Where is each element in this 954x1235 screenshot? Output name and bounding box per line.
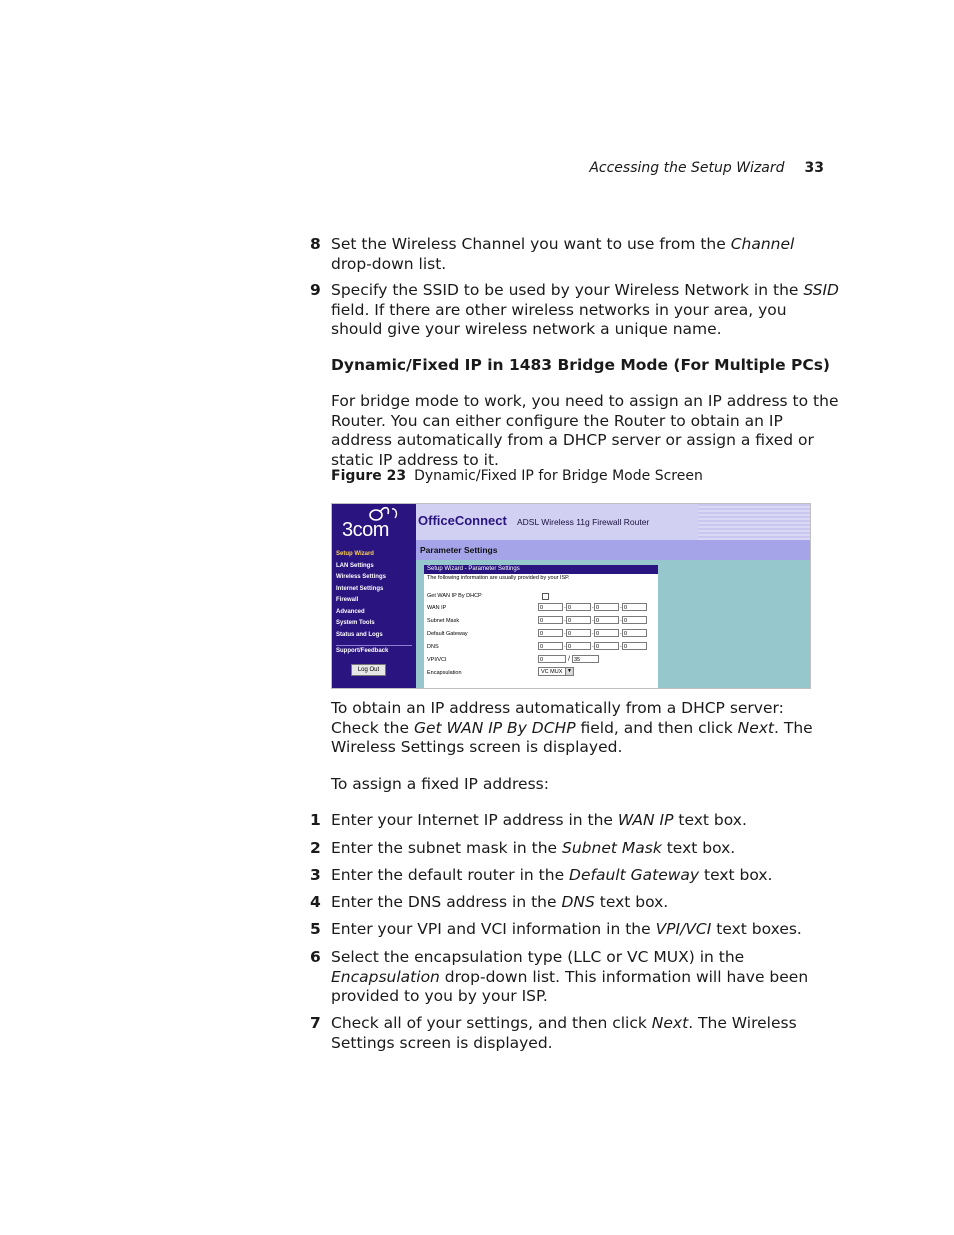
brand-subtitle: ADSL Wireless 11g Firewall Router: [517, 517, 650, 527]
section-heading: Dynamic/Fixed IP in 1483 Bridge Mode (For Multiple PCs): [331, 356, 831, 374]
dns-octet-1[interactable]: 0: [538, 642, 563, 650]
nav-setup-wizard[interactable]: Setup Wizard: [336, 551, 374, 557]
gateway-octet-1[interactable]: 0: [538, 629, 563, 637]
running-header: [0, 160, 824, 176]
step-6: 6 Select the encapsulation type (LLC or VC MUX) in the Encapsulation drop-down list. This information will have been provided to you by your ISP.: [310, 948, 809, 1005]
nav-support-feedback[interactable]: Support/Feedback: [336, 648, 389, 654]
dns-octet-3[interactable]: 0: [594, 642, 619, 650]
panel-title: Setup Wizard - Parameter Settings: [424, 565, 658, 574]
router-banner: [416, 504, 810, 540]
intro-paragraph: For bridge mode to work, you need to assign an IP address to the Router. You can either configure the Router to obtain an IP address automatically from a DHCP server or assign a fixed or static IP address to it.: [331, 392, 839, 469]
gateway-octet-3[interactable]: 0: [594, 629, 619, 637]
parameter-panel: Setup Wizard - Parameter Settings The following information are usually provided by your ISP. Get WAN IP By DHCP WAN IP 0 . 0 . 0 . 0 Subnet Mask 0 . 0 . 0 . 0 Default Gateway 0 . 0 . 0 . 0 DNS 0 . 0 . 0 . 0 VPI/VCI 0 / 35 Encapsulation VC MUX ▼: [424, 565, 658, 689]
wan-ip-octet-1[interactable]: 0: [538, 603, 563, 611]
label-dhcp: Get WAN IP By DHCP: [427, 593, 482, 599]
label-encapsulation: Encapsulation: [427, 670, 462, 676]
label-vpi-vci: VPI/VCI: [427, 657, 447, 663]
page-title-bar: [416, 540, 810, 560]
step-1: 1 Enter your Internet IP address in the WAN IP text box.: [310, 811, 747, 829]
fixed-ip-intro: To assign a fixed IP address:: [331, 775, 549, 793]
brand-name: OfficeConnect: [418, 513, 507, 528]
figure-caption-text: Dynamic/Fixed IP for Bridge Mode Screen: [414, 468, 703, 484]
header-title: Accessing the Setup Wizard: [589, 160, 785, 176]
dhcp-line-1: To obtain an IP address automatically from a DHCP server:: [331, 699, 784, 717]
banner-decoration: [698, 504, 810, 540]
subnet-octet-4[interactable]: 0: [622, 616, 647, 624]
step-8: 8 Set the Wireless Channel you want to use from the Channel drop-down list.: [310, 235, 795, 273]
nav-system-tools[interactable]: System Tools: [336, 620, 375, 626]
dns-octet-2[interactable]: 0: [566, 642, 591, 650]
dhcp-checkbox[interactable]: [542, 593, 549, 600]
gateway-octet-2[interactable]: 0: [566, 629, 591, 637]
gateway-octet-4[interactable]: 0: [622, 629, 647, 637]
wan-ip-octet-3[interactable]: 0: [594, 603, 619, 611]
nav-divider: [336, 645, 412, 646]
step-2: 2 Enter the subnet mask in the Subnet Mask text box.: [310, 839, 736, 857]
nav-firewall[interactable]: Firewall: [336, 597, 359, 603]
vci-input[interactable]: 35: [572, 655, 599, 663]
label-dns: DNS: [427, 644, 439, 650]
nav-internet-settings[interactable]: Internet Settings: [336, 585, 384, 592]
figure-caption: [331, 468, 703, 484]
label-wan-ip: WAN IP: [427, 605, 447, 611]
logout-button[interactable]: Log Out: [351, 664, 386, 676]
subnet-octet-3[interactable]: 0: [594, 616, 619, 624]
step-4: 4 Enter the DNS address in the DNS text box.: [310, 893, 669, 911]
label-default-gateway: Default Gateway: [427, 631, 468, 637]
dhcp-line-2: Check the Get WAN IP By DCHP field, and then click Next. The Wireless Settings screen is displayed.: [331, 718, 813, 756]
router-main: [416, 560, 810, 688]
3com-logo-text: 3com: [342, 519, 389, 541]
nav-advanced[interactable]: Advanced: [336, 608, 365, 615]
wan-ip-octet-4[interactable]: 0: [622, 603, 647, 611]
step-3: 3 Enter the default router in the Default Gateway text box.: [310, 866, 773, 884]
chevron-down-icon: ▼: [565, 668, 573, 675]
subnet-octet-2[interactable]: 0: [566, 616, 591, 624]
page-number: 33: [804, 160, 824, 176]
label-subnet-mask: Subnet Mask: [427, 618, 460, 624]
router-sidebar: [332, 504, 416, 688]
nav-status-and-logs[interactable]: Status and Logs: [336, 631, 383, 638]
encapsulation-select[interactable]: VC MUX ▼: [538, 667, 574, 676]
wan-ip-octet-2[interactable]: 0: [566, 603, 591, 611]
nav-wireless-settings[interactable]: Wireless Settings: [336, 574, 386, 580]
router-screenshot: [331, 503, 811, 689]
subnet-octet-1[interactable]: 0: [538, 616, 563, 624]
vpi-input[interactable]: 0: [538, 655, 566, 663]
dhcp-instructions: [331, 699, 846, 758]
dns-octet-4[interactable]: 0: [622, 642, 647, 650]
figure-label: Figure 23: [331, 468, 407, 484]
step-9: 9 Specify the SSID to be used by your Wireless Network in the SSID field. If there are other wireless networks in your area, you should give your wireless network a unique name.: [310, 281, 839, 338]
nav-lan-settings[interactable]: LAN Settings: [336, 562, 374, 569]
step-7: 7 Check all of your settings, and then click Next. The Wireless Settings screen is displayed.: [310, 1014, 797, 1052]
step-5: 5 Enter your VPI and VCI information in the VPI/VCI text boxes.: [310, 920, 802, 938]
page-title: Parameter Settings: [420, 545, 498, 555]
panel-note: The following information are usually provided by your ISP.: [427, 575, 570, 581]
router-nav: [336, 549, 386, 641]
